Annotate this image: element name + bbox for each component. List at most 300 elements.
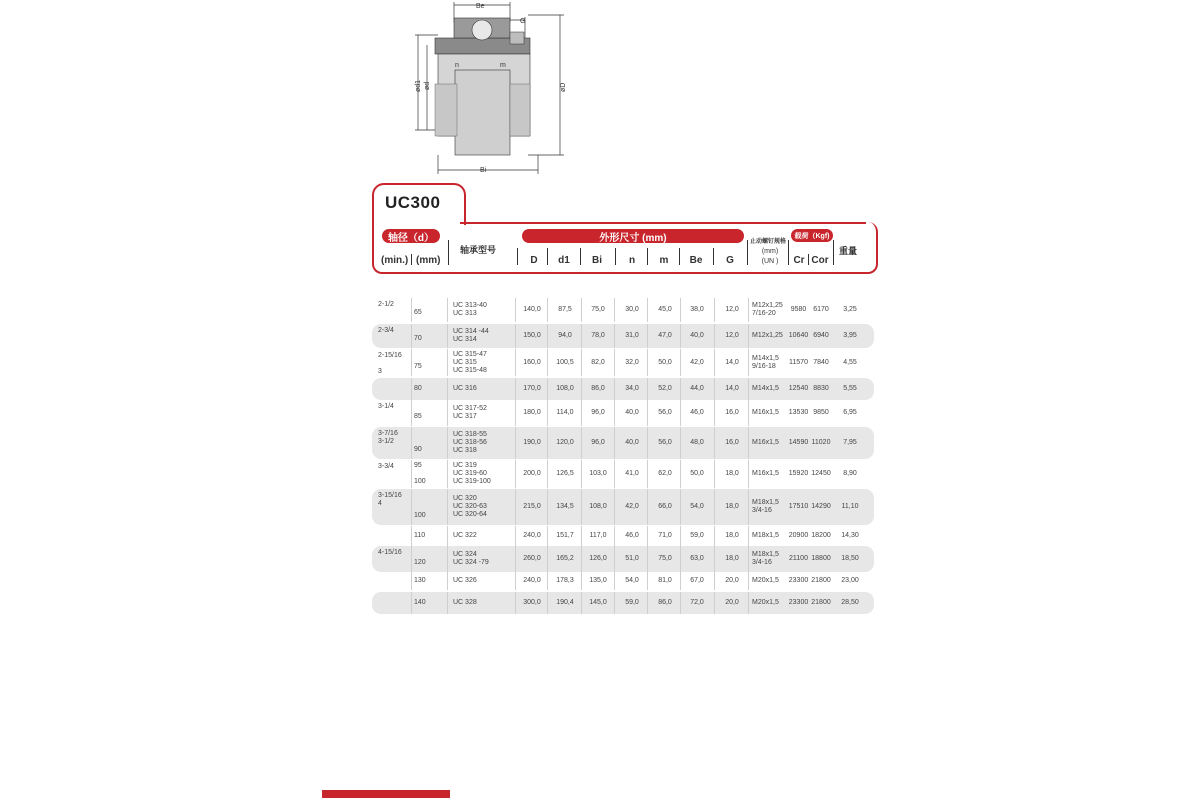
cell-inch: 3-3/4 xyxy=(378,463,394,470)
column-separator xyxy=(547,298,548,322)
column-separator xyxy=(614,378,615,400)
cell-Be: 54,0 xyxy=(690,503,704,510)
column-separator xyxy=(515,489,516,525)
column-separator xyxy=(547,427,548,459)
cell-wt: 4,55 xyxy=(843,358,857,366)
cell-inch: 2-1/2 xyxy=(378,301,394,308)
header-separator xyxy=(788,240,789,265)
column-separator xyxy=(748,298,749,322)
cell-D: 260,0 xyxy=(523,555,541,562)
cell-D: 240,0 xyxy=(523,532,541,539)
column-separator xyxy=(714,460,715,488)
cell-model: UC 326 xyxy=(453,577,477,584)
cell-model: UC 317-52 UC 317 xyxy=(453,405,487,420)
column-separator xyxy=(411,592,412,614)
cell-model: UC 319 UC 319-60 UC 319-100 xyxy=(453,462,491,485)
cell-Cor: 8830 xyxy=(813,385,829,392)
column-separator xyxy=(581,592,582,614)
column-separator xyxy=(547,378,548,400)
cell-inch: 3-15/16 4 xyxy=(378,492,402,507)
cell-G: 16,0 xyxy=(725,409,739,416)
cell-Cor: 18800 xyxy=(811,555,831,562)
column-separator xyxy=(447,489,448,525)
column-separator xyxy=(680,298,681,322)
column-separator xyxy=(748,546,749,572)
cell-d1: 126,5 xyxy=(556,470,574,477)
column-separator xyxy=(547,546,548,572)
cell-Be: 44,0 xyxy=(690,385,704,392)
label-bi: Bi xyxy=(480,167,487,174)
cell-D: 180,0 xyxy=(523,409,541,416)
cell-wt: 3,25 xyxy=(843,306,857,313)
cell-Cor: 21800 xyxy=(811,577,831,584)
column-separator xyxy=(680,526,681,546)
cell-inch: 2-15/16 3 xyxy=(378,352,402,375)
cell-n: 40,0 xyxy=(625,409,639,416)
cell-mm: 95 100 xyxy=(414,462,426,485)
cell-wt: 6,95 xyxy=(843,409,857,416)
column-separator xyxy=(714,489,715,525)
cell-screw: M18x1,5 3/4-16 xyxy=(752,499,779,514)
cell-d1: 165,2 xyxy=(556,555,574,562)
header-separator xyxy=(647,248,648,265)
column-separator xyxy=(547,460,548,488)
column-separator xyxy=(447,349,448,376)
dim-header-6: G xyxy=(726,255,734,266)
cell-m: 62,0 xyxy=(658,470,672,477)
column-separator xyxy=(581,526,582,546)
min-label: (min.) xyxy=(381,255,409,266)
cell-Bi: 96,0 xyxy=(591,439,605,446)
header-separator xyxy=(808,254,809,265)
column-separator xyxy=(515,400,516,426)
cell-m: 50,0 xyxy=(658,358,672,366)
column-separator xyxy=(748,324,749,348)
set-screw-unit-un: (UN ) xyxy=(761,258,779,265)
cell-n: 51,0 xyxy=(625,555,639,562)
cell-Bi: 145,0 xyxy=(589,599,607,606)
column-separator xyxy=(647,400,648,426)
cell-screw: M12x1,25 xyxy=(752,332,783,339)
cell-wt: 18,50 xyxy=(841,555,859,562)
column-separator xyxy=(515,324,516,348)
cell-d1: 87,5 xyxy=(558,306,572,313)
cell-wt: 23,00 xyxy=(841,577,859,584)
column-separator xyxy=(447,427,448,459)
label-g: G xyxy=(520,18,526,25)
cell-G: 14,0 xyxy=(725,385,739,392)
column-separator xyxy=(714,526,715,546)
cell-Bi: 135,0 xyxy=(589,577,607,584)
cell-mm: 100 xyxy=(414,512,426,519)
cell-m: 66,0 xyxy=(658,503,672,510)
column-separator xyxy=(411,378,412,400)
dim-header-2: Bi xyxy=(592,255,602,266)
column-separator xyxy=(647,526,648,546)
column-separator xyxy=(447,572,448,590)
label-be: Be xyxy=(476,3,485,10)
cell-mm: 70 xyxy=(414,335,422,342)
label-d: ød xyxy=(424,81,431,90)
column-separator xyxy=(680,592,681,614)
column-separator xyxy=(581,427,582,459)
cell-screw: M14x1,5 xyxy=(752,385,779,392)
cell-D: 150,0 xyxy=(523,332,541,339)
cell-m: 47,0 xyxy=(658,332,672,339)
column-separator xyxy=(411,572,412,590)
cell-Cr: 17510 xyxy=(788,503,809,510)
cell-inch: 3-7/16 3-1/2 xyxy=(378,430,398,445)
cell-D: 190,0 xyxy=(523,439,541,446)
column-separator xyxy=(447,546,448,572)
cell-m: 81,0 xyxy=(658,577,672,584)
column-separator xyxy=(614,572,615,590)
cell-G: 20,0 xyxy=(725,599,739,606)
cell-mm: 140 xyxy=(414,599,426,606)
cell-G: 16,0 xyxy=(725,439,739,446)
column-separator xyxy=(547,592,548,614)
label-m: m xyxy=(500,62,506,69)
column-separator xyxy=(515,349,516,376)
cell-d1: 178,3 xyxy=(556,577,574,584)
column-separator xyxy=(515,298,516,322)
column-separator xyxy=(647,427,648,459)
cr-header: Cr xyxy=(793,255,805,266)
cell-d1: 134,5 xyxy=(556,503,574,510)
header-separator xyxy=(517,248,518,265)
column-separator xyxy=(714,427,715,459)
cell-model: UC 324 UC 324 -79 xyxy=(453,551,489,566)
column-separator xyxy=(515,592,516,614)
column-separator xyxy=(714,400,715,426)
cell-d1: 108,0 xyxy=(556,385,574,392)
cell-m: 56,0 xyxy=(658,409,672,416)
cell-wt: 11,10 xyxy=(841,503,859,510)
column-separator xyxy=(748,526,749,546)
cell-mm: 110 xyxy=(414,532,426,539)
cell-G: 14,0 xyxy=(725,358,739,366)
column-separator xyxy=(614,592,615,614)
cell-n: 34,0 xyxy=(625,385,639,392)
cell-G: 18,0 xyxy=(725,470,739,477)
cell-screw: M12x1,25 7/16-20 xyxy=(752,302,783,317)
cell-wt: 3,95 xyxy=(843,332,857,339)
column-separator xyxy=(647,349,648,376)
cell-d1: 151,7 xyxy=(556,532,574,539)
column-separator xyxy=(748,489,749,525)
cell-d1: 114,0 xyxy=(556,409,574,416)
cell-Bi: 117,0 xyxy=(589,532,607,539)
column-separator xyxy=(647,572,648,590)
label-d1: ød1 xyxy=(415,79,422,92)
cell-Bi: 126,0 xyxy=(589,555,607,562)
column-separator xyxy=(447,526,448,546)
header-separator xyxy=(580,248,581,265)
cell-mm: 130 xyxy=(414,577,426,584)
cell-Cr: 13530 xyxy=(788,409,809,416)
header-separator xyxy=(713,248,714,265)
mm-label: (mm) xyxy=(416,255,441,266)
cell-m: 56,0 xyxy=(658,439,672,446)
cell-mm: 85 xyxy=(414,413,422,420)
column-separator xyxy=(714,324,715,348)
header-separator xyxy=(615,248,616,265)
cell-Be: 59,0 xyxy=(690,532,704,539)
cell-screw: M18x1,5 3/4-16 xyxy=(752,551,779,566)
cell-model: UC 322 xyxy=(453,532,477,539)
cell-mm: 80 xyxy=(414,385,422,392)
cell-Bi: 86,0 xyxy=(591,385,605,392)
cell-G: 12,0 xyxy=(725,332,739,339)
header-separator xyxy=(448,240,449,265)
column-separator xyxy=(614,489,615,525)
cell-m: 75,0 xyxy=(658,555,672,562)
cell-G: 18,0 xyxy=(725,532,739,539)
cell-d1: 120,0 xyxy=(556,439,574,446)
header-separator xyxy=(411,254,412,265)
cell-G: 12,0 xyxy=(725,306,739,313)
column-separator xyxy=(614,298,615,322)
cell-Cr: 12540 xyxy=(788,385,809,392)
cell-Cor: 12450 xyxy=(811,470,831,477)
bearing-no-header: 轴承型号 xyxy=(460,245,497,255)
column-separator xyxy=(614,324,615,348)
cell-n: 32,0 xyxy=(625,358,639,366)
column-separator xyxy=(647,460,648,488)
cell-model: UC 314 -44 UC 314 xyxy=(453,328,489,343)
dim-header-1: d1 xyxy=(558,255,570,266)
column-separator xyxy=(680,489,681,525)
cell-screw: M20x1,5 xyxy=(752,577,779,584)
cell-D: 215,0 xyxy=(523,503,541,510)
cell-d1: 94,0 xyxy=(558,332,572,339)
cell-n: 40,0 xyxy=(625,439,639,446)
cell-Bi: 108,0 xyxy=(589,503,607,510)
cell-Cr: 23300 xyxy=(788,577,809,584)
column-separator xyxy=(447,298,448,322)
column-separator xyxy=(581,378,582,400)
cell-screw: M16x1,5 xyxy=(752,470,779,477)
series-title: UC300 xyxy=(385,193,441,212)
column-separator xyxy=(411,526,412,546)
cell-model: UC 328 xyxy=(453,599,477,606)
column-separator xyxy=(581,298,582,322)
cell-n: 54,0 xyxy=(625,577,639,584)
column-separator xyxy=(647,324,648,348)
cell-screw: M14x1,5 9/16-18 xyxy=(752,354,779,370)
column-separator xyxy=(614,427,615,459)
column-separator xyxy=(547,400,548,426)
column-separator xyxy=(647,489,648,525)
label-D: øD xyxy=(560,82,567,92)
cell-Cr: 10640 xyxy=(788,332,809,339)
set-screw-header: 止动螺钉规格 xyxy=(749,239,786,245)
cell-model: UC 313-40 UC 313 xyxy=(453,302,487,317)
cell-Be: 50,0 xyxy=(690,470,704,477)
cell-model: UC 315-47 UC 315 UC 315-48 xyxy=(453,350,487,374)
header-separator xyxy=(833,240,834,265)
cell-G: 20,0 xyxy=(725,577,739,584)
cell-Cor: 14290 xyxy=(811,503,831,510)
column-separator xyxy=(680,400,681,426)
cell-inch: 4-15/16 xyxy=(378,549,402,556)
column-separator xyxy=(447,400,448,426)
column-separator xyxy=(614,460,615,488)
cell-n: 59,0 xyxy=(625,599,639,606)
cell-mm: 65 xyxy=(414,309,422,316)
column-separator xyxy=(748,460,749,488)
cell-screw: M18x1,5 xyxy=(752,532,779,539)
cell-Cor: 18200 xyxy=(811,532,831,539)
column-separator xyxy=(680,349,681,376)
column-separator xyxy=(581,489,582,525)
column-separator xyxy=(647,546,648,572)
column-separator xyxy=(680,546,681,572)
dim-header-4: m xyxy=(659,255,669,266)
cell-wt: 5,55 xyxy=(843,385,857,392)
cell-Bi: 96,0 xyxy=(591,409,605,416)
cell-mm: 75 xyxy=(414,363,422,370)
column-separator xyxy=(714,546,715,572)
weight-header: 重量 xyxy=(838,246,857,256)
column-separator xyxy=(547,526,548,546)
column-separator xyxy=(515,526,516,546)
cell-Be: 63,0 xyxy=(690,555,704,562)
column-separator xyxy=(547,349,548,376)
column-separator xyxy=(581,400,582,426)
cell-D: 140,0 xyxy=(523,306,541,313)
cell-n: 41,0 xyxy=(625,470,639,477)
cell-G: 18,0 xyxy=(725,555,739,562)
column-separator xyxy=(714,592,715,614)
column-separator xyxy=(680,460,681,488)
column-separator xyxy=(748,427,749,459)
column-separator xyxy=(447,378,448,400)
cell-n: 30,0 xyxy=(625,306,639,313)
cell-Cor: 21800 xyxy=(811,599,831,606)
cell-screw: M16x1,5 xyxy=(752,409,779,416)
column-separator xyxy=(680,572,681,590)
cell-Cr: 21100 xyxy=(789,555,808,562)
cell-Be: 46,0 xyxy=(690,409,704,416)
cell-mm: 120 xyxy=(414,559,426,566)
column-separator xyxy=(581,572,582,590)
header-separator xyxy=(547,248,548,265)
cell-Cor: 7840 xyxy=(813,358,829,366)
cell-D: 160,0 xyxy=(523,358,541,366)
cell-Be: 38,0 xyxy=(690,306,704,313)
cell-wt: 28,50 xyxy=(841,599,859,606)
column-separator xyxy=(714,378,715,400)
column-separator xyxy=(714,298,715,322)
column-separator xyxy=(647,378,648,400)
cell-Cr: 9580 xyxy=(790,306,807,313)
cell-m: 52,0 xyxy=(658,385,672,392)
cell-wt: 8,90 xyxy=(843,470,857,477)
column-separator xyxy=(748,592,749,614)
shaft-dia-pill: 轴径（d） xyxy=(382,229,440,243)
cell-D: 240,0 xyxy=(523,577,541,584)
cell-Be: 72,0 xyxy=(690,599,704,606)
column-separator xyxy=(547,489,548,525)
column-separator xyxy=(547,324,548,348)
header-separator xyxy=(679,248,680,265)
cell-d1: 100,5 xyxy=(556,358,574,366)
cell-screw: M16x1,5 xyxy=(752,439,779,446)
set-screw-unit-mm: (mm) xyxy=(761,248,779,255)
column-separator xyxy=(515,378,516,400)
cell-Bi: 103,0 xyxy=(589,470,607,477)
column-separator xyxy=(614,526,615,546)
column-separator xyxy=(581,324,582,348)
cell-model: UC 316 xyxy=(453,385,477,392)
cell-Cr: 20900 xyxy=(788,532,809,539)
cell-Bi: 82,0 xyxy=(591,358,605,366)
dimensions-pill: 外形尺寸 (mm) xyxy=(522,229,744,243)
cell-m: 45,0 xyxy=(658,306,672,313)
cell-Bi: 78,0 xyxy=(591,332,605,339)
column-separator xyxy=(647,298,648,322)
cell-n: 42,0 xyxy=(625,503,639,510)
cell-Bi: 75,0 xyxy=(591,306,605,313)
cell-Cr: 23300 xyxy=(788,599,809,606)
bearing-drawing xyxy=(410,0,580,180)
cell-wt: 7,95 xyxy=(843,439,857,446)
column-separator xyxy=(581,460,582,488)
cell-Be: 48,0 xyxy=(690,439,704,446)
cell-model: UC 318-55 UC 318-56 UC 318 xyxy=(453,431,487,454)
cell-inch: 3-1/4 xyxy=(378,403,394,410)
cell-Be: 67,0 xyxy=(690,577,704,584)
dim-header-0: D xyxy=(530,255,538,266)
cell-screw: M20x1,5 xyxy=(752,599,779,606)
cell-Cor: 6940 xyxy=(813,332,829,339)
cell-Cr: 15920 xyxy=(788,470,809,477)
column-separator xyxy=(748,400,749,426)
cell-mm: 90 xyxy=(414,446,422,453)
column-separator xyxy=(680,324,681,348)
column-separator xyxy=(714,572,715,590)
column-separator xyxy=(614,349,615,376)
column-separator xyxy=(614,546,615,572)
cell-n: 46,0 xyxy=(625,532,639,539)
cell-Cr: 11570 xyxy=(789,358,808,366)
cell-D: 300,0 xyxy=(523,599,541,606)
cell-n: 31,0 xyxy=(625,332,639,339)
load-pill: 载荷（Kgf) xyxy=(791,229,833,242)
column-separator xyxy=(748,349,749,376)
column-separator xyxy=(515,546,516,572)
footer-accent-bar xyxy=(322,790,450,798)
column-separator xyxy=(614,400,615,426)
cell-m: 86,0 xyxy=(658,599,672,606)
cell-Cor: 11020 xyxy=(811,439,831,446)
column-separator xyxy=(581,546,582,572)
cell-Be: 42,0 xyxy=(690,358,704,366)
column-separator xyxy=(447,460,448,488)
cell-m: 71,0 xyxy=(658,532,672,539)
column-separator xyxy=(447,592,448,614)
column-separator xyxy=(680,427,681,459)
cell-Cor: 9850 xyxy=(813,409,829,416)
column-separator xyxy=(515,460,516,488)
label-n: n xyxy=(455,62,459,69)
column-separator xyxy=(581,349,582,376)
column-separator xyxy=(547,572,548,590)
cell-D: 170,0 xyxy=(523,385,541,392)
cell-model: UC 320 UC 320-63 UC 320-64 xyxy=(453,495,487,518)
column-separator xyxy=(447,324,448,348)
